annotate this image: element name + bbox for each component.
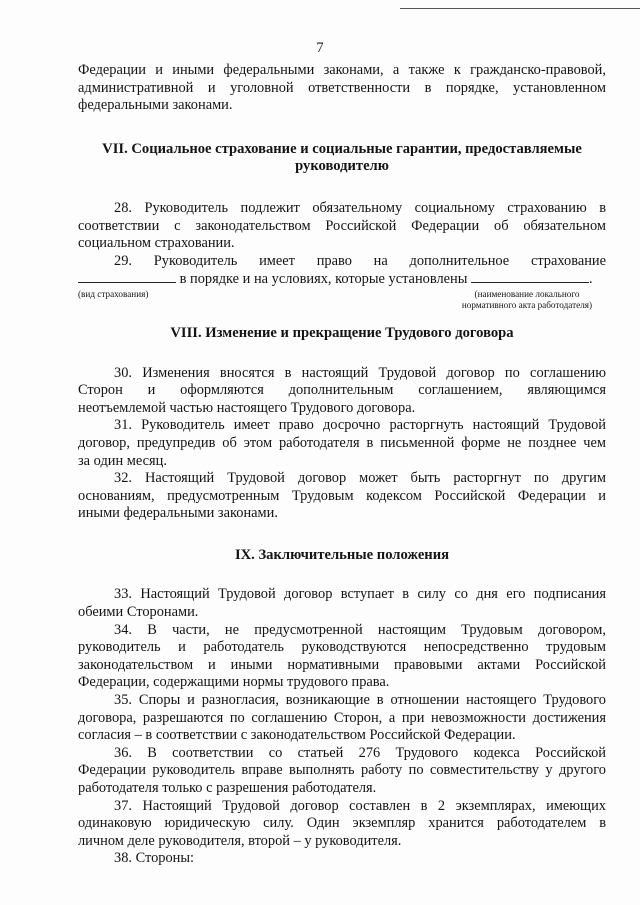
text-line: социальном страховании. (78, 235, 235, 252)
text-line: Федерации и иными федеральными законами, а также к гражданско-правовой, (78, 62, 606, 78)
page-number: 7 (316, 40, 324, 56)
text-line: личном деле руководителя, второй – у руководителя. (78, 832, 402, 849)
clause-35 (78, 692, 606, 745)
text-line: согласия – в соответствии с законодательством Российской Федерации. (78, 727, 516, 744)
text-line: 35. Споры и разногласия, возникающие в отношении настоящего Трудового (114, 692, 606, 709)
text-line: Федерации руководитель вправе выполнять работу по совместительству у другого (78, 762, 606, 779)
section-7-title: VII. Социальное страхование и социальные гарантии, предоставляемые руководителю (102, 140, 582, 175)
text-line: 38. Стороны: (114, 850, 195, 867)
text-line: административной и уголовной ответственности в порядке, установленном (78, 79, 606, 96)
clause-30 (78, 365, 606, 418)
text-line: 33. Настоящий Трудовой договор вступает в силу со дня его подписания (114, 586, 606, 603)
document-body (78, 62, 606, 868)
text-line: 32. Настоящий Трудовой договор может быть расторгнут по другим (114, 470, 606, 487)
text-line: федеральными законами. (78, 97, 233, 114)
text-line: иными федеральными законами. (78, 505, 278, 522)
clause-33 (78, 586, 606, 621)
clause-31 (78, 417, 606, 470)
text-line: 36. В соответствии со статьей 276 Трудового кодекса Российской (114, 744, 606, 761)
text-line: 31. Руководитель имеет право досрочно расторгнуть настоящий Трудовой (114, 417, 606, 434)
clause-38 (78, 850, 606, 868)
text-line: 28. Руководитель подлежит обязательному социальному страхованию в (114, 199, 606, 216)
text-line: за один месяц. (78, 452, 167, 469)
clause-34 (78, 622, 606, 692)
local-act-blank (471, 270, 589, 283)
text-line: соответствии с законодательством Российской Федерации об обязательном (78, 217, 606, 234)
header-rule (400, 8, 640, 9)
blank-captions (78, 289, 606, 323)
text-line: одинаковую юридическую силу. Один экземпляр хранится работодателем в (78, 815, 606, 832)
text-line: в порядке и на условиях, которые установлены . (78, 270, 606, 289)
text-line: договор, предупредив об этом работодателя в письменной форме не позднее чем (78, 434, 606, 451)
section-9-title: IX. Заключительные положения (234, 546, 450, 563)
text-line: договора, разрешаются по соглашению Сторон, а при невозможности достижения (78, 709, 606, 726)
clause-37 (78, 798, 606, 851)
caption-local-act: (наименование локального нормативного акта работодателя) (461, 288, 593, 310)
text-line: законодательством и иными нормативными правовыми актами Российской (78, 656, 606, 673)
text-line: основаниям, предусмотренным Трудовым кодексом Российской Федерации и (78, 487, 606, 504)
caption-insurance-type: (вид страхования) (78, 288, 149, 299)
clause-36 (78, 745, 606, 798)
text-line: Сторон и оформляются дополнительным соглашением, являющимся (78, 382, 606, 399)
text-line: обеими Сторонами. (78, 604, 199, 621)
intro-paragraph (78, 62, 606, 115)
clause-29 (78, 253, 606, 323)
text-line: Федерации, содержащими нормы трудового права. (78, 674, 390, 691)
clause-28 (78, 200, 606, 253)
text-line: руководитель и работодатель руководствуются непосредственно трудовым (78, 639, 606, 656)
clause-32 (78, 470, 606, 523)
insurance-type-blank (78, 270, 176, 283)
text-line: 29. Руководитель имеет право на дополнительное страхование (114, 252, 606, 269)
text-line: работодателя только с разрешения работодателя. (78, 780, 377, 796)
text-line: 37. Настоящий Трудовой договор составлен в 2 экземплярах, имеющих (114, 797, 606, 814)
text-line: 30. Изменения вносятся в настоящий Трудовой договор по соглашению (114, 364, 606, 381)
text-line: 34. В части, не предусмотренной настоящим Трудовым договором, (114, 621, 606, 638)
text-line: неотъемлемой частью настоящего Трудового договора. (78, 399, 416, 416)
section-8-title: VIII. Изменение и прекращение Трудового договора (170, 324, 514, 341)
